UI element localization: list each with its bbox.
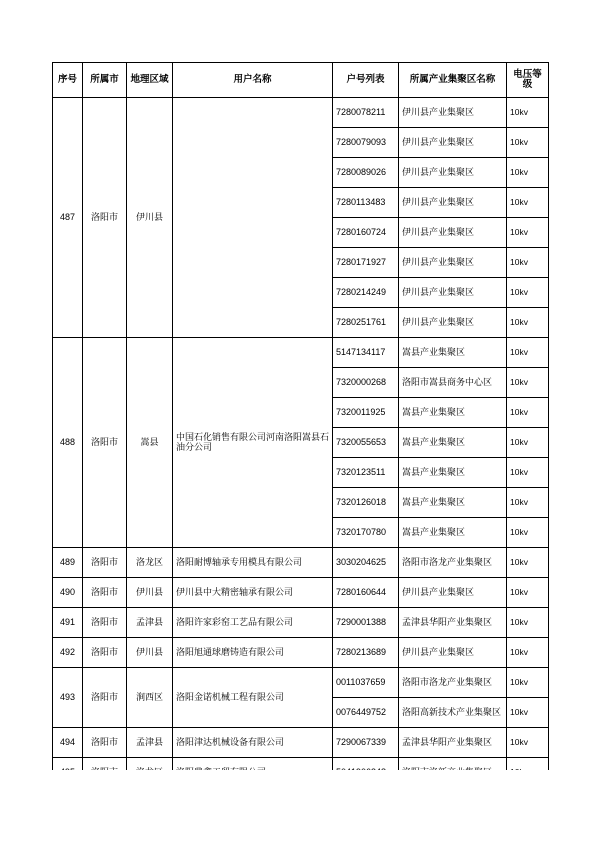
cell-customer-name: 中国石化销售有限公司河南洛阳嵩县石油分公司 (173, 338, 333, 548)
cell-account-number: 7320123511 (333, 458, 399, 488)
cell-zone-name: 伊川县产业集聚区 (399, 218, 507, 248)
cell-voltage-level: 10kv (507, 458, 549, 488)
cell-index: 494 (53, 728, 83, 758)
cell-region: 嵩县 (127, 338, 173, 548)
cell-customer-name: 洛阳旭通球磨铸造有限公司 (173, 638, 333, 668)
cell-city: 洛阳市 (83, 548, 127, 578)
cell-voltage-level: 10kv (507, 278, 549, 308)
cell-city: 洛阳市 (83, 668, 127, 728)
cell-account-number: 7320000268 (333, 368, 399, 398)
cell-account-number: 7280251761 (333, 308, 399, 338)
cell-zone-name: 嵩县产业集聚区 (399, 518, 507, 548)
cell-customer-name: 洛阳津达机械设备有限公司 (173, 728, 333, 758)
cell-voltage-level: 10kv (507, 218, 549, 248)
cell-city: 洛阳市 (83, 608, 127, 638)
cell-voltage-level: 10kv (507, 158, 549, 188)
cell-account-number: 7290001388 (333, 608, 399, 638)
cell-account-number: 3030204625 (333, 548, 399, 578)
cell-voltage-level: 10kv (507, 368, 549, 398)
cell-zone-name: 伊川县产业集聚区 (399, 278, 507, 308)
table-body (53, 98, 549, 788)
table-row (53, 668, 549, 698)
cell-customer-name: 洛阳许家彩窑工艺品有限公司 (173, 608, 333, 638)
cell-voltage-level: 10kv (507, 518, 549, 548)
cell-account-number: 7320126018 (333, 488, 399, 518)
cell-zone-name: 伊川县产业集聚区 (399, 578, 507, 608)
cell-voltage-level: 10kv (507, 638, 549, 668)
cell-voltage-level: 10kv (507, 428, 549, 458)
cell-index: 487 (53, 98, 83, 338)
cell-index: 489 (53, 548, 83, 578)
cell-region: 伊川县 (127, 578, 173, 608)
cell-city: 洛阳市 (83, 338, 127, 548)
page-bottom-fade (0, 770, 600, 848)
cell-voltage-level: 10kv (507, 548, 549, 578)
column-header-customer-name: 用户名称 (173, 63, 333, 98)
cell-customer-name: 洛阳金诺机械工程有限公司 (173, 668, 333, 728)
cell-zone-name: 嵩县产业集聚区 (399, 458, 507, 488)
cell-customer-name: 洛阳耐博轴承专用模具有限公司 (173, 548, 333, 578)
cell-voltage-level: 10kv (507, 488, 549, 518)
column-header-zone-name: 所属产业集聚区名称 (399, 63, 507, 98)
cell-region: 孟津县 (127, 728, 173, 758)
cell-account-number: 7320170780 (333, 518, 399, 548)
cell-zone-name: 洛阳高新技术产业集聚区 (399, 698, 507, 728)
cell-zone-name: 洛阳市洛龙产业集聚区 (399, 668, 507, 698)
column-header-voltage: 电压等级 (507, 63, 549, 98)
cell-zone-name: 嵩县产业集聚区 (399, 338, 507, 368)
cell-account-number: 7280078211 (333, 98, 399, 128)
cell-zone-name: 洛阳市嵩县商务中心区 (399, 368, 507, 398)
table-row (53, 338, 549, 368)
cell-region: 孟津县 (127, 608, 173, 638)
cell-voltage-level: 10kv (507, 728, 549, 758)
table-row (53, 608, 549, 638)
cell-account-number: 7280214249 (333, 278, 399, 308)
cell-zone-name: 嵩县产业集聚区 (399, 398, 507, 428)
cell-city: 洛阳市 (83, 98, 127, 338)
table-row (53, 548, 549, 578)
cell-voltage-level: 10kv (507, 338, 549, 368)
cell-account-number: 0011037659 (333, 668, 399, 698)
cell-zone-name: 嵩县产业集聚区 (399, 488, 507, 518)
table-header-row (53, 63, 549, 98)
cell-account-number: 0076449752 (333, 698, 399, 728)
cell-account-number: 7280160724 (333, 218, 399, 248)
cell-zone-name: 孟津县华阳产业集聚区 (399, 608, 507, 638)
cell-account-number: 7280089026 (333, 158, 399, 188)
cell-city: 洛阳市 (83, 638, 127, 668)
cell-zone-name: 伊川县产业集聚区 (399, 638, 507, 668)
cell-account-number: 7280213689 (333, 638, 399, 668)
cell-region: 涧西区 (127, 668, 173, 728)
cell-city: 洛阳市 (83, 728, 127, 758)
table-row (53, 638, 549, 668)
cell-zone-name: 伊川县产业集聚区 (399, 188, 507, 218)
cell-account-number: 7320055653 (333, 428, 399, 458)
cell-zone-name: 嵩县产业集聚区 (399, 428, 507, 458)
cell-zone-name: 伊川县产业集聚区 (399, 308, 507, 338)
cell-customer-name: 伊川县中大精密轴承有限公司 (173, 578, 333, 608)
cell-voltage-level: 10kv (507, 248, 549, 278)
cell-index: 492 (53, 638, 83, 668)
cell-zone-name: 伊川县产业集聚区 (399, 248, 507, 278)
cell-voltage-level: 10kv (507, 188, 549, 218)
cell-account-number: 7290067339 (333, 728, 399, 758)
cell-index: 491 (53, 608, 83, 638)
cell-voltage-level: 10kv (507, 308, 549, 338)
cell-account-number: 7320011925 (333, 398, 399, 428)
table-row (53, 98, 549, 128)
data-table (52, 62, 549, 788)
cell-voltage-level: 10kv (507, 578, 549, 608)
column-header-account-list: 户号列表 (333, 63, 399, 98)
cell-voltage-level: 10kv (507, 128, 549, 158)
cell-voltage-level: 10kv (507, 98, 549, 128)
cell-region: 伊川县 (127, 638, 173, 668)
cell-voltage-level: 10kv (507, 698, 549, 728)
column-header-city: 所属市 (83, 63, 127, 98)
cell-region: 伊川县 (127, 98, 173, 338)
table-row (53, 578, 549, 608)
cell-zone-name: 伊川县产业集聚区 (399, 128, 507, 158)
cell-zone-name: 伊川县产业集聚区 (399, 98, 507, 128)
column-header-region: 地理区域 (127, 63, 173, 98)
table-row (53, 728, 549, 758)
cell-account-number: 7280160644 (333, 578, 399, 608)
cell-index: 488 (53, 338, 83, 548)
cell-city: 洛阳市 (83, 578, 127, 608)
cell-zone-name: 洛阳市洛龙产业集聚区 (399, 548, 507, 578)
cell-customer-name (173, 98, 333, 338)
column-header-index: 序号 (53, 63, 83, 98)
cell-region: 洛龙区 (127, 548, 173, 578)
cell-index: 490 (53, 578, 83, 608)
cell-account-number: 5147134117 (333, 338, 399, 368)
cell-voltage-level: 10kv (507, 668, 549, 698)
cell-account-number: 7280113483 (333, 188, 399, 218)
table-header (53, 63, 549, 98)
cell-voltage-level: 10kv (507, 398, 549, 428)
cell-voltage-level: 10kv (507, 608, 549, 638)
cell-account-number: 7280171927 (333, 248, 399, 278)
cell-zone-name: 伊川县产业集聚区 (399, 158, 507, 188)
cell-account-number: 7280079093 (333, 128, 399, 158)
cell-index: 493 (53, 668, 83, 728)
cell-zone-name: 孟津县华阳产业集聚区 (399, 728, 507, 758)
